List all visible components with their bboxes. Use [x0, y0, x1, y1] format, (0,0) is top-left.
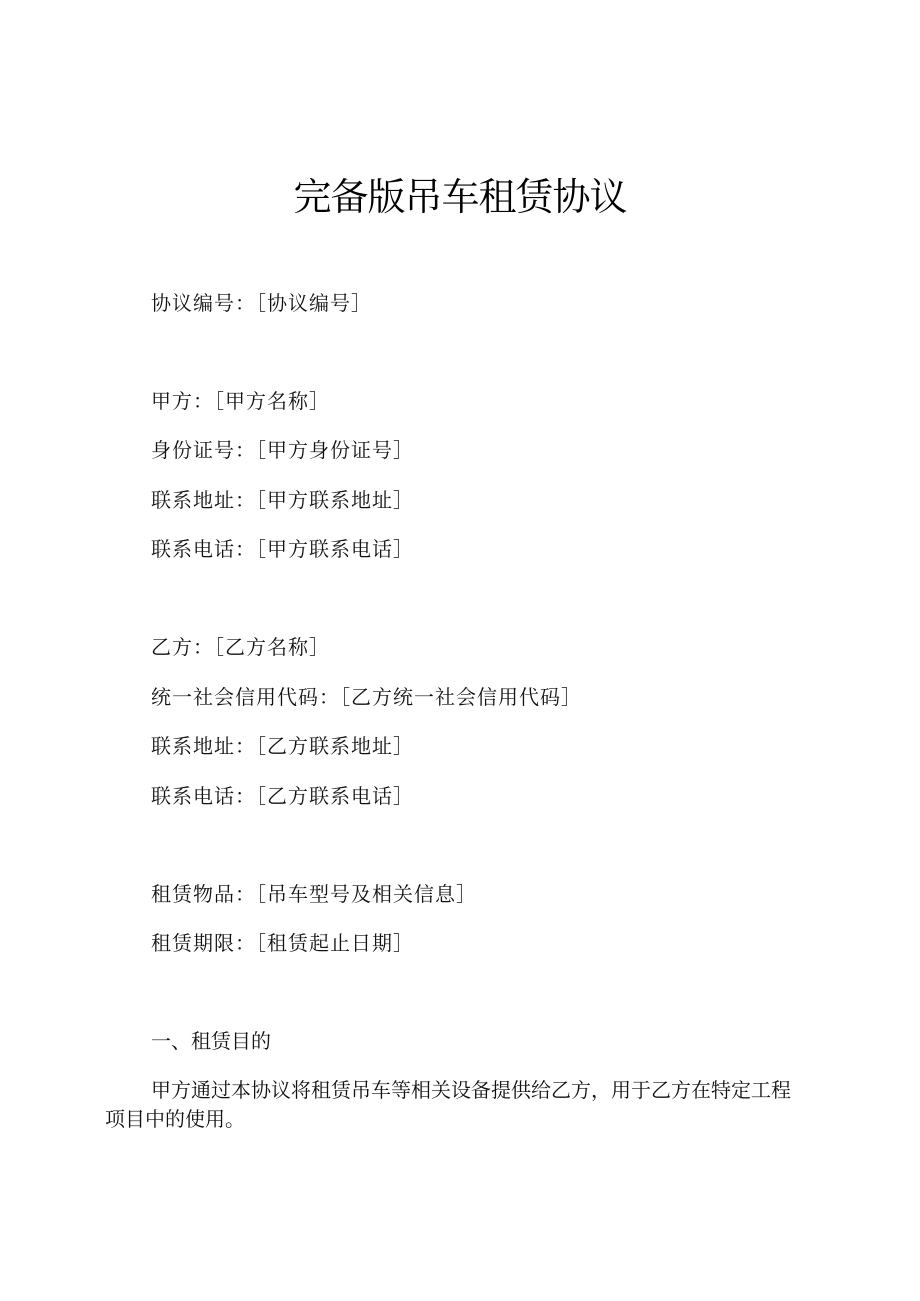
party-b-phone-line — [151, 782, 414, 810]
party-a-phone-label: 联系电话： — [151, 537, 256, 561]
party-b-phone-label: 联系电话： — [151, 784, 256, 808]
rental-item-value: ［吊车型号及相关信息］ — [256, 882, 477, 906]
party-a-name-value: ［甲方名称］ — [214, 389, 330, 413]
section-1-heading: 一、租赁目的 — [151, 1029, 271, 1053]
party-a-id-value: ［甲方身份证号］ — [256, 438, 414, 462]
party-b-address-line — [151, 732, 414, 760]
party-b-credit-code-value: ［乙方统一社会信用代码］ — [340, 685, 582, 709]
party-b-name-line — [151, 633, 330, 661]
document-title: 完备版吊车租赁协议 — [293, 175, 627, 219]
agreement-no-line — [151, 289, 372, 317]
party-a-address-line — [151, 486, 414, 514]
party-b-credit-code-line — [151, 683, 582, 711]
rental-term-value: ［租赁起止日期］ — [256, 931, 414, 955]
rental-term-line — [151, 929, 414, 957]
agreement-no-label: 协议编号： — [151, 291, 256, 315]
party-a-id-line — [151, 436, 414, 464]
party-b-phone-value: ［乙方联系电话］ — [256, 784, 414, 808]
party-a-id-label: 身份证号： — [151, 438, 256, 462]
party-b-address-label: 联系地址： — [151, 734, 256, 758]
rental-item-line — [151, 880, 477, 908]
party-a-name-label: 甲方： — [151, 389, 214, 413]
party-a-name-line — [151, 387, 330, 415]
party-a-phone-line — [151, 535, 414, 563]
rental-item-label: 租赁物品： — [151, 882, 256, 906]
party-a-phone-value: ［甲方联系电话］ — [256, 537, 414, 561]
party-a-address-value: ［甲方联系地址］ — [256, 488, 414, 512]
party-a-address-label: 联系地址： — [151, 488, 256, 512]
rental-term-label: 租赁期限： — [151, 931, 256, 955]
party-b-name-label: 乙方： — [151, 635, 214, 659]
agreement-no-value: ［协议编号］ — [256, 291, 372, 315]
section-1-body: 甲方通过本协议将租赁吊车等相关设备提供给乙方，用于乙方在特定工程项目中的使用。 — [105, 1078, 791, 1131]
party-b-credit-code-label: 统一社会信用代码： — [151, 685, 340, 709]
party-b-name-value: ［乙方名称］ — [214, 635, 330, 659]
party-b-address-value: ［乙方联系地址］ — [256, 734, 414, 758]
